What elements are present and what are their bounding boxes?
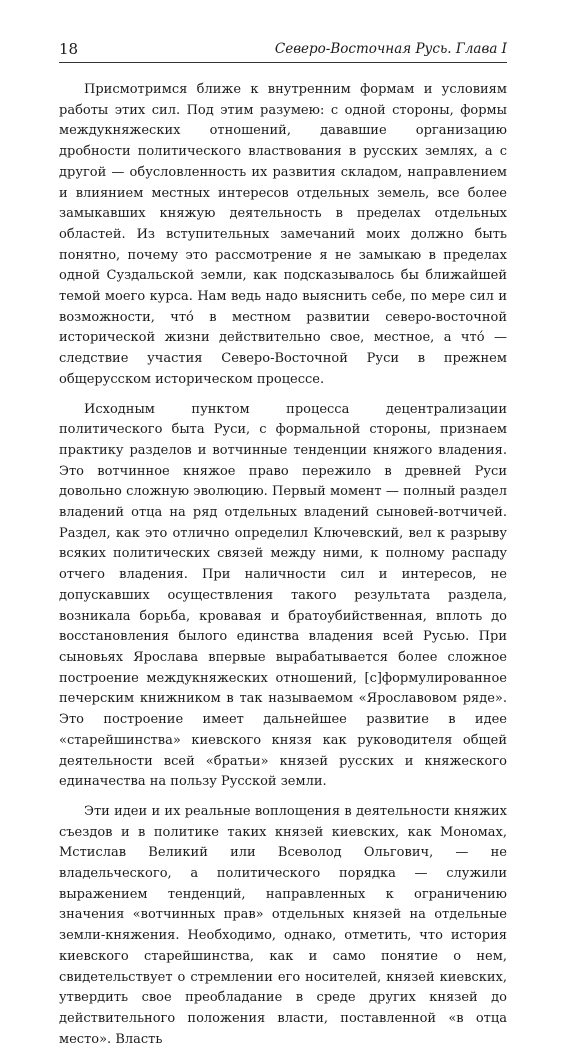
- paragraph-3: Эти идеи и их реальные воплощения в деятельности княжих съездов и в политике таких князей киевских, как Мономах, Мстислав Великий или Всеволод Ольгович, — не владельческого, а политического порядка — служили выражением тенденций, направленных к ограничению значения «вотчинных прав» отдельных князей на отдельные земли-княжения. Необходимо, однако, отметить, что история киевского старейшинства, как и само понятие о нем, свидетельствует о стремлении его носителей, князей киевских, утвердить свое преобладание в среде других князей до действительного положения власти, поставленной «в отца место». Власть: [59, 803, 507, 1047]
- running-header: [59, 40, 507, 63]
- page-number: 18: [59, 40, 79, 58]
- running-title: Северо-Восточная Русь. Глава I: [274, 41, 507, 57]
- paragraph-1: Присмотримся ближе к внутренним формам и условиям работы этих сил. Под этим разумею: с одной стороны, формы междукняжеских отношений, дававшие организацию дробности политического властвования в русских землях, а с другой — обусловленность их развития складом, направлением и влиянием местных интересов отдельных земель, все более замыкавших княжую деятельность в пределах отдельных областей. Из вступительных замечаний моих должно быть понятно, почему это рассмотрение я не замыкаю в пределах одной Суздальской земли, как подсказывалось бы ближайшей темой моего курса. Нам ведь надо выяснить себе, по мере сил и возможности, что́ в местном развитии северо-восточной исторической жизни действительно свое, местное, а что́ — следствие участия Северо-Восточной Руси в прежнем общерусском историческом процессе.: [59, 82, 507, 387]
- body-text: [59, 80, 507, 1050]
- paragraph-2: Исходным пунктом процесса децентрализации политического быта Руси, с формальной стороны, признаем практику разделов и вотчинные тенденции княжого владения. Это вотчинное княжое право пережило в древней Руси довольно сложную эволюцию. Первый момент — полный раздел владений отца на ряд отдельных владений сыновей-вотчичей. Раздел, как это отлично определил Ключевский, вел к разрыву всяких политических связей между ними, к полному распаду отчего владения. При наличности сил и интересов, не допускавших осуществления такого результата раздела, возникала борьба, кровавая и братоубийственная, вплоть до восстановления былого единства владения всей Русью. При сыновьях Ярослава впервые вырабатывается более сложное построение междукняжеских отношений, [с]формулированное печерским книжником в так называемом «Ярославовом ряде». Это построение имеет дальнейшее развитие в идее «старейшинства» киевского князя как руководителя общей деятельности всей «братьи» князей русских и княжеского единачества на пользу Русской земли.: [59, 401, 507, 790]
